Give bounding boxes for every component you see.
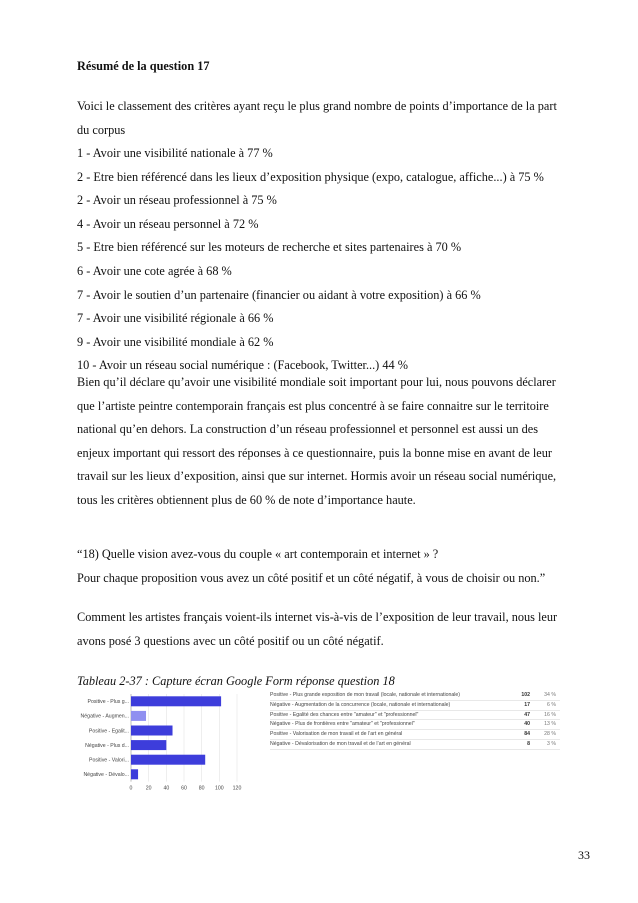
paragraph-line: enjeux important qui ressort des réponses à ce questionnaire, puis la bonne mise en avant de leur [77,445,552,460]
x-tick-label: 0 [129,785,133,792]
category-label: Négative - Dévalo... [83,772,129,779]
legend-row [270,740,560,750]
legend-label: Négative - Augmentation de la concurrence (locale, nationale et internationale) [270,701,451,708]
legend-label: Négative - Dévalorisation de mon travail et de l’art en général [270,740,411,747]
x-tick-label: 60 [181,785,187,792]
bar-chart [77,691,267,796]
analysis-paragraph [77,371,577,513]
ranking-item: 5 - Etre bien référencé sur les moteurs de recherche et sites partenaires à 70 % [77,240,462,255]
legend-count: 40 [524,721,530,728]
legend-percent: 16 % [544,711,556,718]
legend-percent: 34 % [544,692,556,698]
legend-count: 102 [521,692,530,698]
category-label: Positive - Egalit... [88,728,129,735]
legend-label: Négative - Plus de frontières entre "amateur" et "professionnel" [270,721,415,728]
legend-count: 84 [524,731,530,738]
caption-text: Tableau 2-37 : Capture écran Google Form réponse question 18 [77,674,395,688]
legend-percent: 3 % [547,740,556,747]
paragraph-line: Comment les artistes français voient-ils internet vis-à-vis de l’exposition de leur travail, nous leur [77,610,558,624]
bar [131,726,173,736]
paragraph-line: tous les critères obtiennent plus de 60 % de note d’importance haute. [77,492,416,507]
legend-row [270,701,560,711]
question-18 [77,543,577,590]
x-tick-label: 20 [145,785,152,792]
ranking-item: 2 - Etre bien référencé dans les lieux d’exposition physique (expo, catalogue, affiche...) à 75 % [77,169,544,184]
ranking-list [77,142,577,378]
ranking-item: 2 - Avoir un réseau professionnel à 75 % [77,193,277,208]
category-label: Négative - Plus d... [85,742,129,749]
page-number: 33 [578,848,590,862]
category-label: Négative - Augmen... [80,713,129,720]
x-tick-label: 120 [232,785,242,792]
legend-percent: 6 % [547,701,556,708]
ranking-item: 10 - Avoir un réseau social numérique : (Facebook, Twitter...) 44 % [77,358,408,373]
legend-label: Positive - Plus grande exposition de mon travail (locale, nationale et internationale) [270,692,461,698]
paragraph-line: que l’artiste peintre contemporain français est plus concentré à se faire connaitre sur le territoire [77,398,549,413]
legend-count: 47 [524,711,530,718]
legend-count: 8 [527,740,530,747]
section-heading: Résumé de la question 17 [77,59,210,73]
bar [131,769,138,779]
question-line: Pour chaque proposition vous avez un côté positif et un côté négatif, à vous de choisir ou non.” [77,570,546,585]
ranking-item: 4 - Avoir un réseau personnel à 72 % [77,216,259,231]
legend-label: Positive - Valorisation de mon travail et de l’art en général [270,731,403,738]
legend-percent: 13 % [544,721,556,728]
chart-legend [270,691,560,750]
ranking-item: 7 - Avoir une visibilité régionale à 66 % [77,311,274,326]
ranking-item: 1 - Avoir une visibilité nationale à 77 % [77,146,273,160]
intro-line: du corpus [77,122,126,137]
intro-line: Voici le classement des critères ayant reçu le plus grand nombre de points d’importance de la part [77,99,557,113]
ranking-item: 6 - Avoir une cote agrée à 68 % [77,263,232,278]
legend-row [270,711,560,721]
legend-count: 17 [524,701,530,708]
question-line: “18) Quelle vision avez-vous du couple « art contemporain et internet » ? [77,547,439,561]
paragraph-line: avons posé 3 questions avec un côté positif ou un côté négatif. [77,633,384,648]
bar [131,711,146,721]
legend-label: Positive - Egalité des chances entre "amateur" et "professionnel" [270,711,419,718]
x-tick-label: 80 [198,785,205,792]
ranking-item: 7 - Avoir le soutien d’un partenaire (financier ou aidant à votre exposition) à 66 % [77,287,481,302]
paragraph-line: national qu’en dehors. La construction d’un réseau professionnel et personnel est aussi un des [77,422,539,437]
paragraph-line: Bien qu’il déclare qu’avoir une visibilité mondiale soit important pour lui, nous pouvons déclarer [77,375,556,389]
paragraph-line: travail sur les lieux d’exposition, ainsi que sur internet. Hormis avoir un réseau social numérique, [77,469,557,484]
x-tick-label: 100 [215,785,224,792]
category-label: Positive - Plus g... [87,699,129,706]
bar [131,755,205,765]
legend-row [270,730,560,740]
question-intro-paragraph [77,606,577,653]
legend-row [270,720,560,730]
x-tick-label: 40 [163,785,170,792]
google-form-screenshot [77,691,557,796]
legend-percent: 28 % [544,731,556,738]
bar [131,696,221,706]
intro-paragraph [77,95,577,142]
legend-row [270,691,560,701]
bar [131,740,166,750]
category-label: Positive - Valori... [89,757,129,764]
ranking-item: 9 - Avoir une visibilité mondiale à 62 % [77,334,274,349]
